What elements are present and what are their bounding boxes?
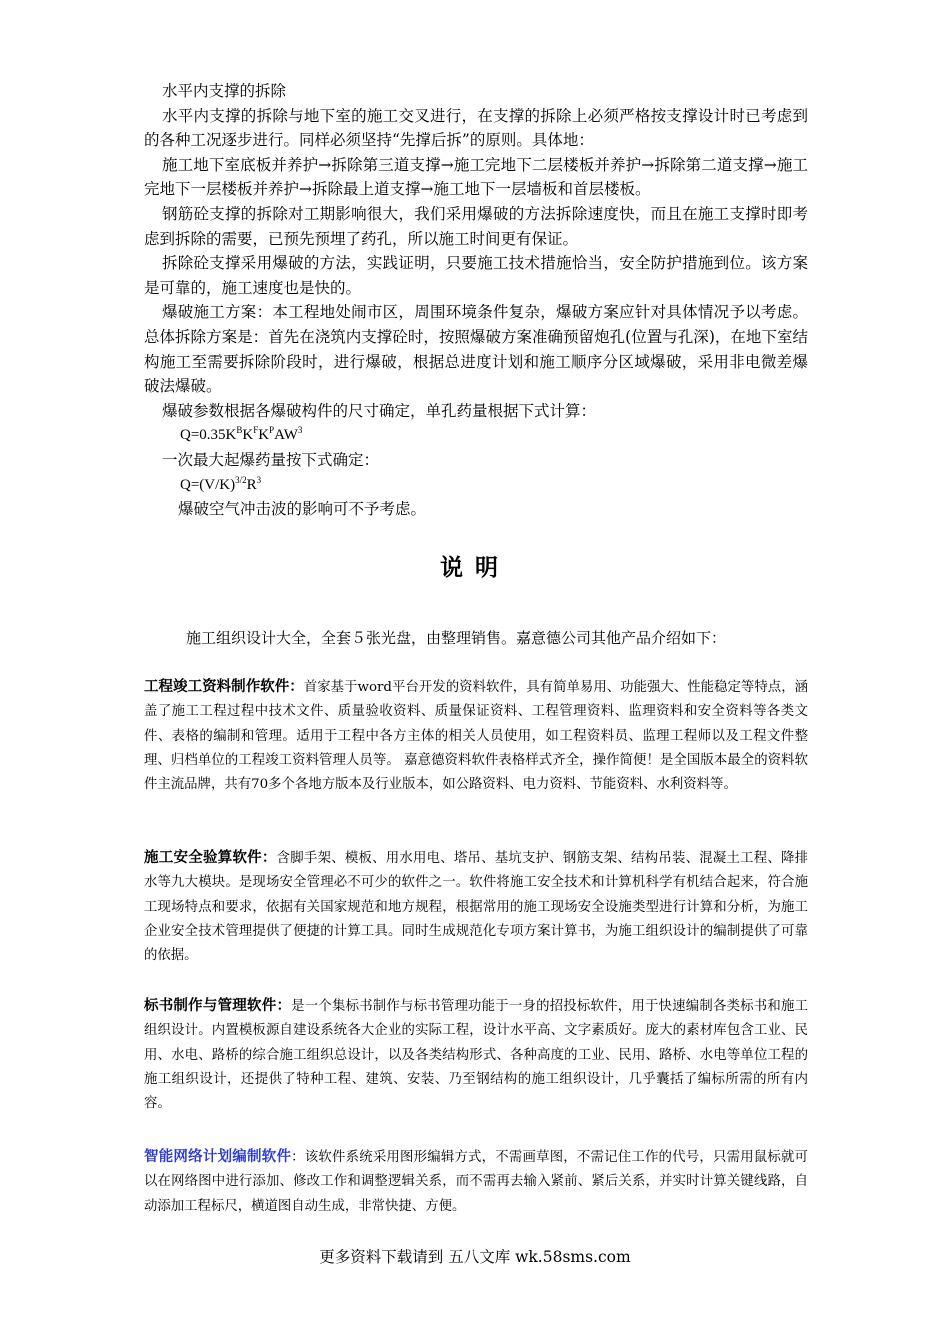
title-separator: ： <box>291 1150 305 1165</box>
paragraph: 钢筋砼支撑的拆除对工期影响很大，我们采用爆破的方法拆除速度快，而且在施工支撑时即考虑到拆除的需要，已预先预埋了药孔，所以施工时间更有保证。 <box>144 204 808 248</box>
paragraph: 拆除砼支撑采用爆破的方法，实践证明，只要施工技术措施恰当，安全防护措施到位。该方案是可靠的，施工速度也是快的。 <box>144 254 808 297</box>
section-title-support-removal: 水平内支撑的拆除 <box>162 82 287 100</box>
product-description: 首家基于word平台开发的资料软件，具有简单易用、功能强大、性能稳定等特点，涵盖了施工工程过程中技术文件、质量验收资料、质量保证资料、工程管理资料、监理资料和安全资料等各类文件、表格的编制和管理。适用于工程中各方主体的相关人员使用，如工程资料员、监理工程师以及工程文件整理、归档单位的工程竣工资料管理人员等。 嘉意德资料软件表格样式齐全，操作简便！是全国版本最全的资料软件主流品牌，共有70多个各地方版本及行业版本，如公路资料、电力资料、节能资料、水利资料等。 <box>144 680 809 793</box>
footer-download-link[interactable]: 更多资料下载请到 五八文库 wk.58sms.com <box>319 1248 631 1266</box>
paragraph: 水平内支撑的拆除与地下室的施工交叉进行，在支撑的拆除上必须严格按支撑设计时已考虑到的各种工况逐步进行。同样必须坚持“先撑后拆”的原则。具体地： <box>144 106 808 150</box>
formula-charge-per-hole: $Q=0.35K^BK^FK^PAW^3$ <box>180 425 303 444</box>
product-description: 含脚手架、模板、用水用电、塔吊、基坑支护、钢筋支架、结构吊装、混凝土工程、降排水等九大模块。是现场安全管理必不可少的软件之一。软件将施工安全技术和计算机科学有机结合起来，符合施工现场特点和要求，依据有关国家规范和地方规程，根据常用的施工现场安全设施类型进行计算和分析，为施工企业安全技术管理提供了便捷的计算工具。同时生成规范化专项方案计算书，为施工组织设计的编制提供了可靠的依据。 <box>144 851 809 964</box>
product-completion-docs <box>144 675 808 797</box>
product-title-link[interactable]: 智能网络计划编制软件 <box>144 1149 292 1165</box>
construction-text-block <box>144 79 808 522</box>
product-safety-calc <box>144 846 808 968</box>
product-bid-documents <box>144 994 808 1116</box>
paragraph-air-shock: 爆破空气冲击波的影响可不予考虑。 <box>178 500 427 519</box>
paragraph: 施工地下室底板并养护→拆除第三道支撑→施工完地下二层楼板并养护→拆除第二道支撑→施工完地下一层楼板并养护→拆除最上道支撑→施工地下一层墙板和首层楼板。 <box>144 155 808 199</box>
intro-paragraph: 施工组织设计大全，全套５张光盘，由整理销售。嘉意德公司其他产品介绍如下： <box>186 629 727 647</box>
paragraph: 爆破施工方案：本工程地处闹市区，周围环境条件复杂，爆破方案应针对具体情况予以考虑。总体拆除方案是：首先在浇筑内支撑砼时，按照爆破方案准确预留炮孔(位置与孔深)，在地下室结构施工至需要拆除阶段时，进行爆破，根据总进度计划和施工顺序分区域爆破，采用非电微差爆破法爆破。 <box>144 303 808 396</box>
product-title: 施工安全验算软件： <box>144 850 277 866</box>
product-network-plan <box>144 1145 808 1219</box>
paragraph-max-charge: 一次最大起爆药量按下式确定： <box>162 450 380 469</box>
product-description: 是一个集标书制作与标书管理功能于一身的招投标软件，用于快速编制各类标书和施工组织设计。内置模板源自建设系统各大企业的实际工程，设计水平高、文字素质好。庞大的素材库包含工业、民用、水电、路桥的综合施工组织总设计，以及各类结构形式、各种高度的工业、民用、路桥、水电等单位工程的施工组织设计，还提供了特种工程、建筑、安装、乃至钢结构的施工组织设计，几乎囊括了编标所需的所有内容。 <box>144 999 809 1112</box>
formula-max-charge: $Q=(V/K)^{3/2}R^3$ <box>180 474 262 493</box>
paragraph: 爆破参数根据各爆破构件的尺寸确定，单孔药量根据下式计算： <box>162 401 597 420</box>
product-title: 标书制作与管理软件： <box>144 998 292 1014</box>
explanation-heading: 说明 <box>440 555 510 581</box>
product-title: 工程竣工资料制作软件： <box>144 679 304 695</box>
product-description: 该软件系统采用图形编辑方式，不需画草图，不需记住工作的代号，只需用鼠标就可以在网络图中进行添加、修改工作和调整逻辑关系，而不需再去输入紧前、紧后关系，并实时计算关键线路，自动添加工程标尺，横道图自动生成，非常快捷、方便。 <box>144 1150 809 1214</box>
